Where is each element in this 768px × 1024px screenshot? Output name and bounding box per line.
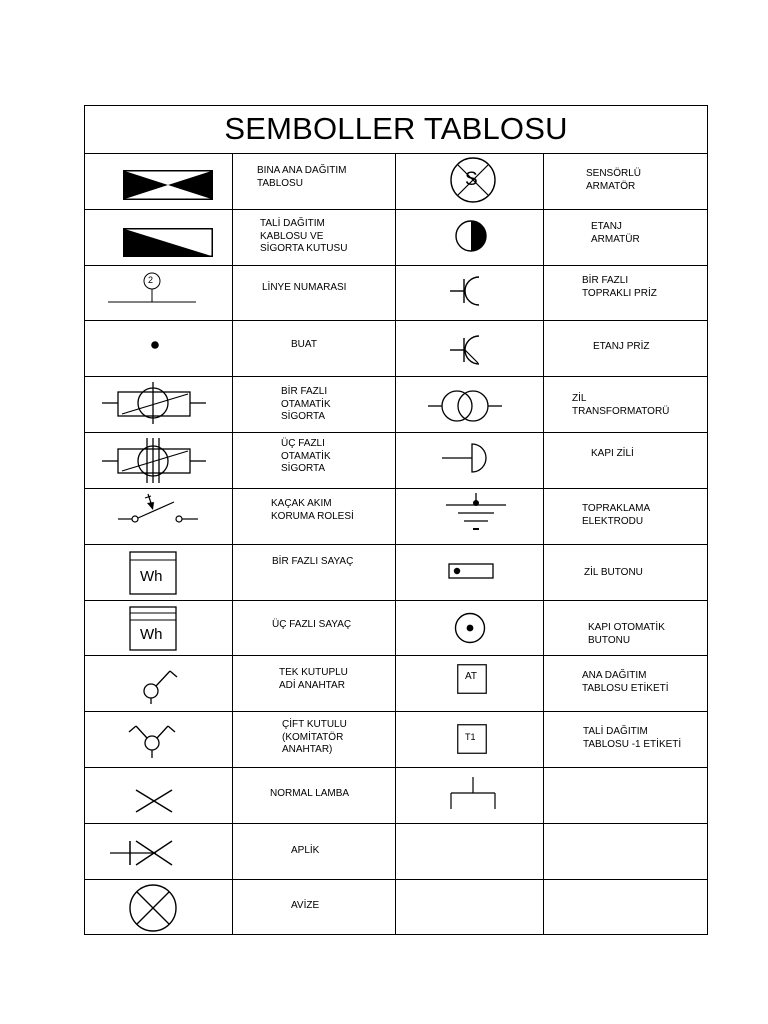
- row-divider: [84, 711, 708, 712]
- junction-icon: [449, 776, 497, 810]
- column-divider: [232, 153, 233, 935]
- at-label-text: AT: [465, 671, 478, 682]
- kapi-zili-icon: [440, 442, 488, 474]
- label-etanj-armatur: ETANJ ARMATÜR: [591, 221, 640, 245]
- bir-fazli-sigorta-icon: [100, 381, 208, 425]
- tali-dagitim-etiketi-icon: [457, 724, 487, 754]
- row-divider: [84, 320, 708, 321]
- bir-fazli-sayac-icon: [129, 551, 177, 595]
- sayac-wh-text: Wh: [140, 568, 163, 585]
- ana-dagitim-etiketi-icon: [457, 664, 487, 694]
- row-divider: [84, 767, 708, 768]
- etanj-priz-icon: [448, 330, 482, 368]
- linye-number-text: 2: [148, 275, 154, 285]
- label-kapi-otomatik-butonu: KAPI OTOMATİK BUTONU: [588, 622, 665, 646]
- row-divider: [84, 209, 708, 210]
- row-divider: [84, 823, 708, 824]
- label-kapi-zili: KAPI ZİLİ: [591, 448, 634, 459]
- label-uc-fazli-sayac: ÜÇ FAZLI SAYAÇ: [272, 619, 352, 630]
- label-avize: AVİZE: [291, 900, 320, 911]
- buat-icon: [150, 340, 160, 350]
- row-divider: [84, 655, 708, 656]
- t1-label-text: T1: [465, 732, 476, 742]
- label-bina-ana-dagitim: BINA ANA DAĞITIM TABLOSU: [257, 165, 347, 189]
- column-divider: [543, 153, 544, 935]
- topraklama-elektrodu-icon: [444, 493, 508, 533]
- label-cift-kutulu-anahtar: ÇİFT KUTULU (KOMİTATÖR ANAHTAR): [282, 719, 347, 755]
- label-zil-butonu: ZİL BUTONU: [584, 567, 643, 578]
- row-divider: [84, 879, 708, 880]
- sensor-s-text: S: [465, 169, 478, 190]
- aplik-icon: [108, 838, 174, 868]
- bir-fazli-priz-icon: [448, 273, 482, 309]
- page-title: SEMBOLLER TABLOSU: [224, 111, 568, 146]
- uc-fazli-sigorta-icon: [100, 436, 208, 484]
- sensorlu-armator-icon: [448, 157, 498, 203]
- zil-butonu-icon: [448, 563, 494, 579]
- linye-numarasi-icon: [106, 271, 198, 305]
- row-divider: [84, 544, 708, 545]
- label-normal-lamba: NORMAL LAMBA: [270, 788, 350, 799]
- label-sensorlu-armator: SENSÖRLÜ ARMATÖR: [586, 168, 642, 192]
- symbols-table: [84, 105, 708, 935]
- etanj-armatur-icon: [454, 219, 488, 253]
- label-aplik: APLİK: [291, 845, 320, 856]
- zil-transformatoru-icon: [427, 389, 503, 423]
- label-kacak-akim: KAÇAK AKIM KORUMA ROLESİ: [271, 498, 354, 522]
- kapi-otomatik-butonu-icon: [454, 612, 486, 644]
- label-tek-kutuplu-anahtar: TEK KUTUPLU ADİ ANAHTAR: [279, 667, 348, 691]
- label-tali-dagitim: TALİ DAĞITIM KABLOSU VE SİGORTA KUTUSU: [260, 218, 348, 254]
- avize-icon: [127, 884, 179, 932]
- label-topraklama-elektrodu: TOPRAKLAMA ELEKTRODU: [582, 503, 651, 527]
- label-buat: BUAT: [291, 339, 317, 350]
- label-bir-fazli-sayac: BİR FAZLI SAYAÇ: [272, 556, 354, 567]
- row-divider: [84, 488, 708, 489]
- row-divider: [84, 376, 708, 377]
- bina-ana-dagitim-icon: [123, 170, 213, 200]
- column-divider: [395, 153, 396, 935]
- label-linye-numarasi: LİNYE NUMARASI: [262, 282, 347, 293]
- row-divider: [84, 600, 708, 601]
- sayac-wh-text: Wh: [140, 626, 163, 643]
- row-divider: [84, 153, 708, 154]
- label-bir-fazli-priz: BİR FAZLI TOPRAKLI PRİZ: [582, 275, 657, 299]
- tek-kutuplu-anahtar-icon: [136, 665, 180, 705]
- row-divider: [84, 432, 708, 433]
- label-uc-fazli-sigorta: ÜÇ FAZLI OTAMATİK SİGORTA: [281, 438, 331, 474]
- label-etanj-priz: ETANJ PRİZ: [593, 341, 650, 352]
- cift-kutulu-anahtar-icon: [124, 718, 180, 760]
- normal-lamba-icon: [134, 788, 174, 814]
- uc-fazli-sayac-icon: [129, 606, 177, 651]
- row-divider: [84, 265, 708, 266]
- label-tali-dagitim-etiketi: TALİ DAĞITIM TABLOSU -1 ETİKETİ: [583, 726, 682, 750]
- label-zil-transformatoru: ZİL TRANSFORMATORÜ: [572, 393, 670, 417]
- label-ana-dagitim-etiketi: ANA DAĞITIM TABLOSU ETİKETİ: [582, 670, 669, 694]
- kacak-akim-icon: [116, 492, 200, 528]
- label-bir-fazli-sigorta: BİR FAZLI OTAMATİK SİGORTA: [281, 386, 331, 422]
- tali-dagitim-icon: [123, 228, 213, 257]
